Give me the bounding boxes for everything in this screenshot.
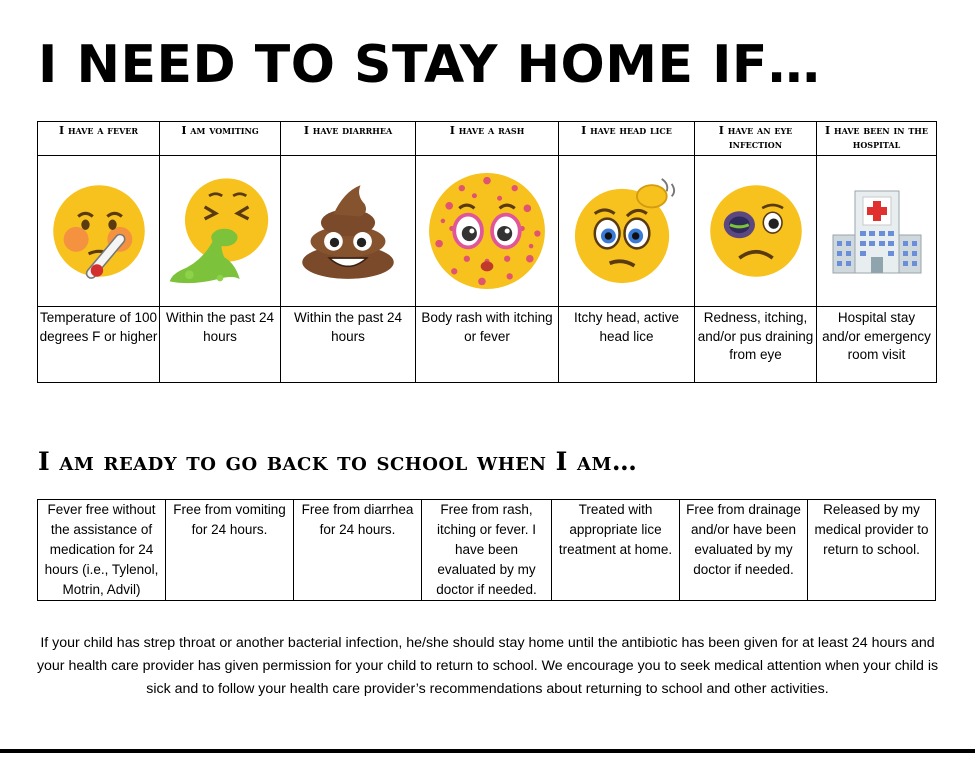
page-title: I NEED TO STAY HOME IF… <box>38 35 821 95</box>
symptom-header-fever: I have a fever <box>38 122 160 156</box>
symptoms-table <box>37 121 937 383</box>
vomiting-face-icon <box>165 174 275 289</box>
symptom-header-diarrhea: I have diarrhea <box>281 122 416 156</box>
return-condition-cell: Free from rash, itching or fever. I have been evaluated by my doctor if needed. <box>422 500 552 601</box>
poop-icon <box>296 181 400 281</box>
symptom-image-cell <box>38 156 160 307</box>
return-section-title: I am ready to go back to school when I am… <box>38 447 638 476</box>
return-condition-cell: Free from vomiting for 24 hours. <box>166 500 294 601</box>
return-condition-cell: Released by my medical provider to return to school. <box>808 500 936 601</box>
symptom-image-cell <box>416 156 559 307</box>
symptom-detail: Redness, itching, and/or pus draining from eye <box>695 307 817 383</box>
symptom-header-eye: I have an eye infection <box>695 122 817 156</box>
return-condition-cell: Free from diarrhea for 24 hours. <box>294 500 422 601</box>
return-condition-cell: Fever free without the assistance of medication for 24 hours (i.e., Tylenol, Motrin, Advil) <box>38 500 166 601</box>
symptom-detail: Temperature of 100 degrees F or higher <box>38 307 160 383</box>
return-condition-cell: Treated with appropriate lice treatment at home. <box>552 500 680 601</box>
return-conditions-table <box>37 499 936 601</box>
return-condition-cell: Free from drainage and/or have been evaluated by my doctor if needed. <box>680 500 808 601</box>
symptom-detail: Within the past 24 hours <box>281 307 416 383</box>
symptom-image-cell <box>695 156 817 307</box>
parent-note: If your child has strep throat or another bacterial infection, he/she should stay home until the antibiotic has been given for at least 24 hours and your health care provider has given permission for your child to return to school. We encourage you to seek medical attention when your child is sick and to follow your health care provider’s recommendations about returning to school and other activities. <box>36 635 939 697</box>
symptom-detail: Itchy head, active head lice <box>559 307 695 383</box>
symptom-detail: Within the past 24 hours <box>160 307 281 383</box>
symptom-header-hospital: I have been in the hospital <box>817 122 937 156</box>
symptom-header-rash: I have a rash <box>416 122 559 156</box>
itchy-head-face-icon <box>565 169 689 293</box>
bottom-divider <box>0 749 975 753</box>
symptom-detail: Hospital stay and/or emergency room visit <box>817 307 937 383</box>
hospital-icon <box>827 181 927 281</box>
fever-face-icon <box>47 179 151 283</box>
symptom-image-cell <box>281 156 416 307</box>
rash-face-icon <box>424 168 550 294</box>
eye-infection-face-icon <box>704 179 808 283</box>
symptom-header-vomiting: I am vomiting <box>160 122 281 156</box>
symptom-image-cell <box>559 156 695 307</box>
symptom-detail: Body rash with itching or fever <box>416 307 559 383</box>
symptom-header-lice: I have head lice <box>559 122 695 156</box>
symptom-image-cell <box>817 156 937 307</box>
symptom-image-cell <box>160 156 281 307</box>
